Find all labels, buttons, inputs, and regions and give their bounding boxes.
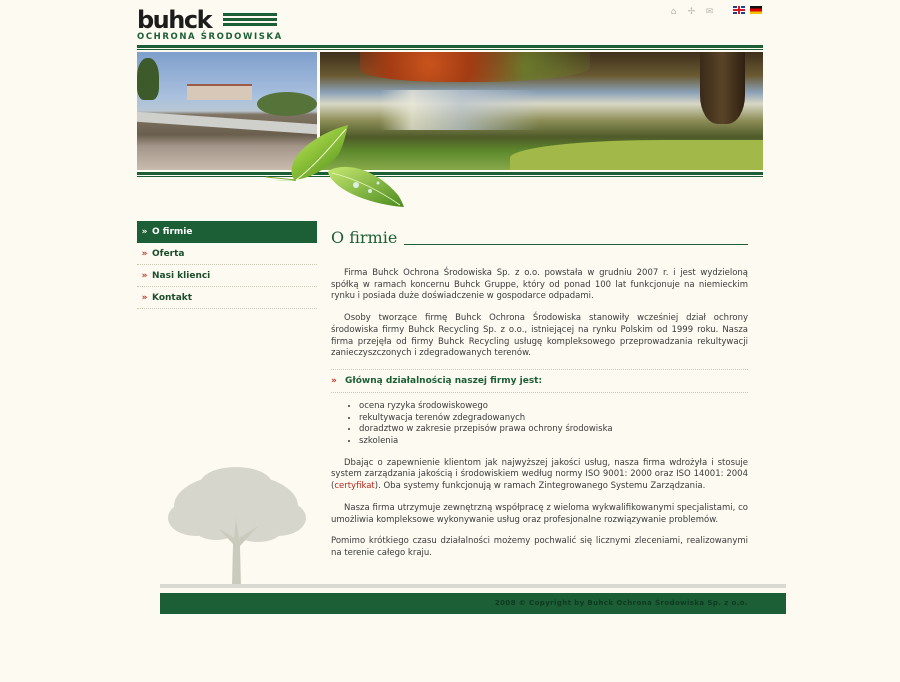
- chevron-right-icon: »: [141, 270, 148, 281]
- sitemap-icon[interactable]: ✢: [687, 7, 696, 17]
- sidebar-item-label: Nasi klienci: [152, 270, 211, 281]
- chevron-right-icon: »: [141, 248, 148, 259]
- list-item: • ocena ryzyka środowiskowego: [359, 401, 748, 413]
- history-paragraph: Osoby tworzące firmę Buhck Ochrona Środowiska stanowiły wcześniej dział ochrony środowiska firmy Buhck Recycling Sp. z o.o., istniejącej na rynku Polskim od 1999 roku. Nasza firma przejęła od firmy Buhck Recycling usługę kompleksowego przeprowadzania rekultywacji zanieczyszczonych i zdegradowanych terenów.: [331, 313, 748, 359]
- sidebar-item-kontakt[interactable]: [137, 287, 317, 309]
- copyright-text: 2008 © Copyright by Buhck Ochrona Środowiska Sp. z o.o.: [494, 599, 748, 607]
- activity-list: [331, 401, 748, 448]
- chevron-right-icon: »: [141, 227, 148, 237]
- sidebar-item-label: Kontakt: [152, 292, 193, 303]
- banner-divider-thin: [137, 176, 763, 177]
- sidebar-item-nasi-klienci[interactable]: [137, 265, 317, 287]
- sidebar-item-o-firmie[interactable]: [137, 221, 317, 243]
- page-title: O firmie: [331, 228, 398, 247]
- home-icon[interactable]: ⌂: [670, 7, 677, 17]
- cooperation-paragraph: Nasza firma utrzymuje zewnętrzną współpracę z wieloma wykwalifikowanymi specjalistami, co umożliwia kompleksowe wykonywanie usług oraz profesjonalne rozwiązywanie problemów.: [331, 502, 748, 525]
- intro-paragraph: Firma Buhck Ochrona Środowiska Sp. z o.o. powstała w grudniu 2007 r. i jest wydzieloną spółką w ramach koncernu Buhck Gruppe, który od ponad 100 lat funkcjonuje na niemieckim rynku i posiada duże doświadczenie w gospodarce odpadami.: [331, 268, 748, 302]
- title-rule: [404, 244, 748, 245]
- mail-icon[interactable]: ✉: [705, 7, 714, 17]
- de-flag-icon[interactable]: [750, 6, 762, 14]
- quality-paragraph: [331, 458, 748, 493]
- logo-bars: [223, 13, 277, 28]
- quality-text-b: ). Oba systemy funkcjonują w ramach Zintegrowanego Systemu Zarządzania.: [374, 481, 706, 492]
- experience-paragraph: Pomimo krótkiego czasu działalności możemy pochwalić się licznymi zleceniami, realizowanymi na terenie całego kraju.: [331, 536, 748, 558]
- banner-divider: [137, 172, 763, 175]
- logo[interactable]: [137, 6, 283, 42]
- header-divider: [137, 45, 763, 48]
- quality-text-a: Dbając o zapewnienie klientom jak najwyższej jakości usług, nasza firma wdrożyła i stosuje system zarządzania jakością i środowiskiem według normy ISO 9001: 2000 oraz ISO 14001: 2004 (: [331, 457, 748, 492]
- footer-rule: [160, 584, 786, 588]
- language-switcher: [733, 6, 762, 14]
- list-item: • doradztwo w zakresie przepisów prawa ochrony środowiska: [359, 424, 748, 436]
- logo-wordmark: buhck: [137, 6, 212, 34]
- tree-icon: [166, 466, 306, 588]
- main-content: [331, 226, 748, 560]
- chevron-right-icon: »: [141, 292, 148, 303]
- list-item: • rekultywacja terenów zdegradowanych: [359, 413, 748, 425]
- sidebar-item-label: O firmie: [152, 227, 193, 237]
- header-divider-thin: [137, 49, 763, 50]
- chevron-right-icon: »: [331, 375, 337, 386]
- leaf-icon: [266, 125, 406, 207]
- sidebar-item-label: Oferta: [152, 248, 185, 259]
- sidebar-nav: [137, 221, 317, 309]
- footer-bar: [160, 593, 786, 614]
- page-title-row: [331, 226, 748, 248]
- activity-heading: [331, 369, 748, 393]
- certificate-link[interactable]: certyfikat: [334, 481, 375, 492]
- activity-heading-text: Główną działalnością naszej firmy jest:: [345, 375, 543, 386]
- list-item: • szkolenia: [359, 436, 748, 448]
- utility-icons: [668, 7, 715, 17]
- sidebar-item-oferta[interactable]: [137, 243, 317, 265]
- logo-subtitle: OCHRONA ŚRODOWISKA: [137, 32, 283, 42]
- en-flag-icon[interactable]: [733, 6, 745, 14]
